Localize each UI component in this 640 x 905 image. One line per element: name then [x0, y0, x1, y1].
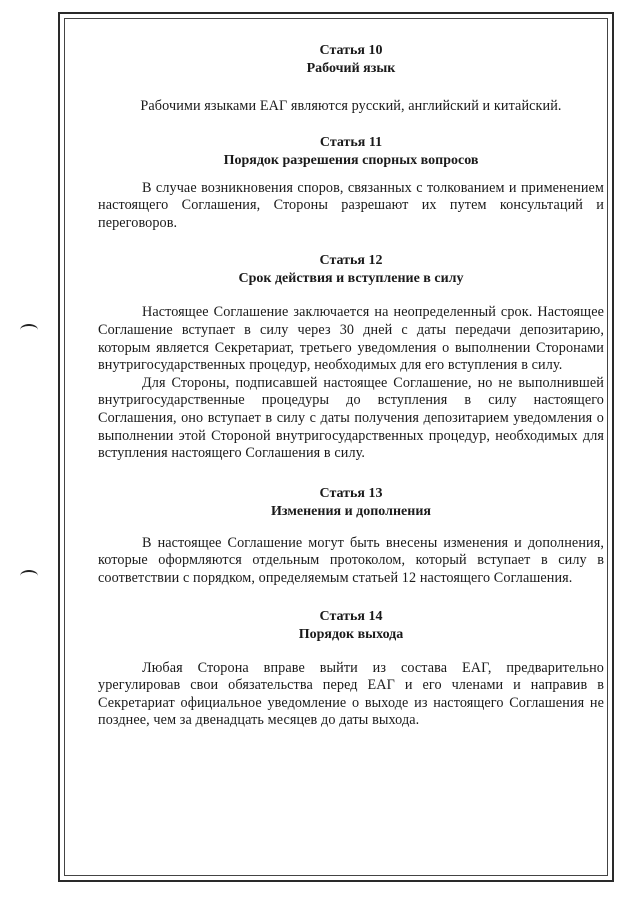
article-paragraph: В настоящее Соглашение могут быть внесены изменения и дополнения, которые оформляются отдельным протоколом, который вступает в силу в соответствии с порядком, определяемым статьей 12 настоящего Соглашения. [98, 534, 604, 586]
article-11 [98, 134, 604, 233]
article-paragraph: Настоящее Соглашение заключается на неопределенный срок. Настоящее Соглашение вступает в силу через 30 дней с даты передачи депозитарию, которым является Секретариат, третьего уведомления о выполнении Сторонами внутригосударственных процедур, необходимых для его вступления в силу. [98, 304, 604, 374]
article-10 [98, 42, 604, 116]
article-14 [98, 608, 604, 730]
article-paragraph: В случае возникновения споров, связанных с толкованием и применением настоящего Соглашения, Стороны разрешают их путем консультаций и переговоров. [98, 179, 604, 231]
article-title: Порядок выхода [298, 626, 404, 642]
article-title: Порядок разрешения спорных вопросов [223, 152, 479, 168]
binding-mark-bottom [20, 570, 38, 582]
binding-mark-top [20, 324, 38, 336]
article-12 [98, 252, 604, 462]
article-paragraph: Любая Сторона вправе выйти из состава ЕАГ, предварительно урегулировав свои обязательства перед ЕАГ и его членами и направив в Секретариат официальное уведомление о выходе из настоящего Соглашения не позднее, чем за двенадцать месяцев до даты выхода. [98, 659, 604, 729]
article-heading: Статья 10 [319, 43, 383, 58]
article-heading: Статья 12 [319, 253, 383, 269]
article-13 [98, 485, 604, 588]
article-paragraph: Для Стороны, подписавшей настоящее Соглашение, но не выполнившей внутригосударственные процедуры до вступления в силу настоящего Соглашения, оно вступает в силу с даты получения депозитарием уведомления о выполнении этой Стороной внутригосударственных процедур, необходимых для вступления настоящего Соглашения в силу. [98, 374, 604, 462]
article-title: Срок действия и вступление в силу [238, 271, 464, 287]
article-heading: Статья 14 [319, 608, 383, 624]
article-paragraph: Рабочими языками ЕАГ являются русский, английский и китайский. [140, 98, 562, 114]
article-heading: Статья 11 [319, 134, 383, 150]
article-title: Изменения и дополнения [271, 503, 431, 519]
document-body [98, 42, 604, 730]
article-title: Рабочий язык [306, 61, 396, 76]
article-heading: Статья 13 [319, 485, 383, 501]
